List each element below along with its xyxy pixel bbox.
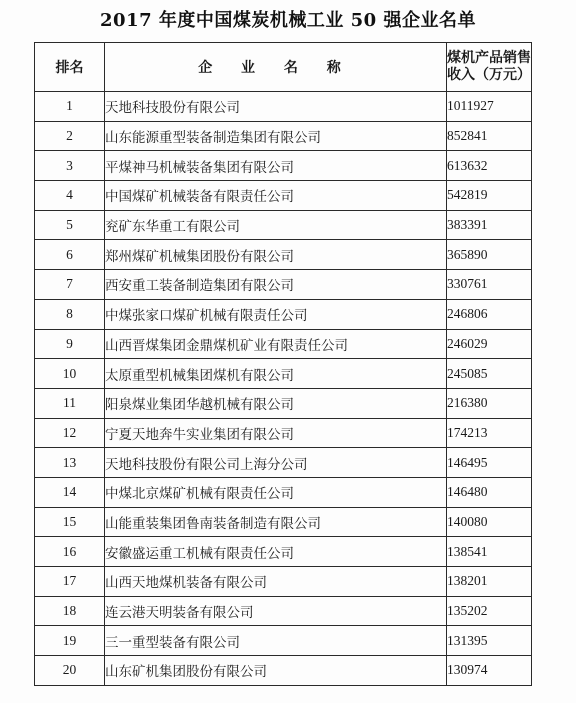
revenue-cell: 246029 [447, 329, 532, 359]
rank-cell: 6 [35, 240, 105, 270]
rank-cell: 19 [35, 626, 105, 656]
rank-cell: 12 [35, 418, 105, 448]
rank-cell: 8 [35, 299, 105, 329]
revenue-cell: 246806 [447, 299, 532, 329]
revenue-cell: 138541 [447, 537, 532, 567]
rank-cell: 1 [35, 92, 105, 122]
table-row [35, 299, 532, 329]
company-name-cell: 兖矿东华重工有限公司 [105, 210, 447, 240]
revenue-cell: 130974 [447, 656, 532, 686]
company-name-cell: 天地科技股份有限公司 [105, 92, 447, 122]
rank-cell: 10 [35, 359, 105, 389]
company-name-cell: 山西天地煤机装备有限公司 [105, 567, 447, 597]
revenue-cell: 135202 [447, 596, 532, 626]
rank-cell: 7 [35, 270, 105, 300]
table-row [35, 181, 532, 211]
rank-cell: 2 [35, 121, 105, 151]
company-name-cell: 阳泉煤业集团华越机械有限公司 [105, 388, 447, 418]
company-name-cell: 太原重型机械集团煤机有限公司 [105, 359, 447, 389]
revenue-cell: 131395 [447, 626, 532, 656]
table-row [35, 210, 532, 240]
company-name-cell: 山东矿机集团股份有限公司 [105, 656, 447, 686]
rank-cell: 9 [35, 329, 105, 359]
company-name-cell: 郑州煤矿机械集团股份有限公司 [105, 240, 447, 270]
company-name-cell: 西安重工装备制造集团有限公司 [105, 270, 447, 300]
company-name-cell: 平煤神马机械装备集团有限公司 [105, 151, 447, 181]
rank-cell: 14 [35, 477, 105, 507]
revenue-cell: 216380 [447, 388, 532, 418]
table-body [35, 92, 532, 686]
table-row [35, 388, 532, 418]
revenue-cell: 1011927 [447, 92, 532, 122]
revenue-cell: 330761 [447, 270, 532, 300]
company-name-cell: 中煤张家口煤矿机械有限责任公司 [105, 299, 447, 329]
header-revenue-line1: 煤机产品销售 [447, 50, 531, 66]
document-title: 2017 年度中国煤炭机械工业 50 强企业名单 [100, 10, 476, 31]
header-company-name: 企 业 名 称 [105, 43, 447, 92]
header-revenue-line2: 收入（万元） [447, 67, 531, 83]
revenue-cell: 613632 [447, 151, 532, 181]
rank-cell: 3 [35, 151, 105, 181]
company-name-cell: 安徽盛运重工机械有限责任公司 [105, 537, 447, 567]
company-name-cell: 三一重型装备有限公司 [105, 626, 447, 656]
revenue-cell: 852841 [447, 121, 532, 151]
revenue-cell: 146495 [447, 448, 532, 478]
company-name-cell: 宁夏天地奔牛实业集团有限公司 [105, 418, 447, 448]
table-row [35, 418, 532, 448]
company-name-cell: 山西晋煤集团金鼎煤机矿业有限责任公司 [105, 329, 447, 359]
revenue-cell: 542819 [447, 181, 532, 211]
company-name-cell: 中煤北京煤矿机械有限责任公司 [105, 477, 447, 507]
ranking-table [34, 42, 532, 686]
rank-cell: 13 [35, 448, 105, 478]
table-header-row [35, 43, 532, 92]
rank-cell: 4 [35, 181, 105, 211]
table-row [35, 656, 532, 686]
revenue-cell: 365890 [447, 240, 532, 270]
table-row [35, 448, 532, 478]
company-name-cell: 中国煤矿机械装备有限责任公司 [105, 181, 447, 211]
table-row [35, 507, 532, 537]
table-row [35, 92, 532, 122]
table-row [35, 151, 532, 181]
rank-cell: 17 [35, 567, 105, 597]
rank-cell: 11 [35, 388, 105, 418]
table-row [35, 567, 532, 597]
header-revenue [447, 43, 532, 92]
company-name-cell: 山东能源重型装备制造集团有限公司 [105, 121, 447, 151]
header-rank: 排名 [35, 43, 105, 92]
revenue-cell: 245085 [447, 359, 532, 389]
table-row [35, 477, 532, 507]
table-row [35, 537, 532, 567]
revenue-cell: 174213 [447, 418, 532, 448]
rank-cell: 5 [35, 210, 105, 240]
table-row [35, 121, 532, 151]
rank-cell: 18 [35, 596, 105, 626]
company-name-cell: 山能重装集团鲁南装备制造有限公司 [105, 507, 447, 537]
table-row [35, 270, 532, 300]
revenue-cell: 138201 [447, 567, 532, 597]
rank-cell: 15 [35, 507, 105, 537]
company-name-cell: 天地科技股份有限公司上海分公司 [105, 448, 447, 478]
revenue-cell: 146480 [447, 477, 532, 507]
table-row [35, 626, 532, 656]
table-row [35, 329, 532, 359]
table-row [35, 359, 532, 389]
company-name-cell: 连云港天明装备有限公司 [105, 596, 447, 626]
table-row [35, 240, 532, 270]
table-row [35, 596, 532, 626]
rank-cell: 20 [35, 656, 105, 686]
revenue-cell: 140080 [447, 507, 532, 537]
rank-cell: 16 [35, 537, 105, 567]
revenue-cell: 383391 [447, 210, 532, 240]
